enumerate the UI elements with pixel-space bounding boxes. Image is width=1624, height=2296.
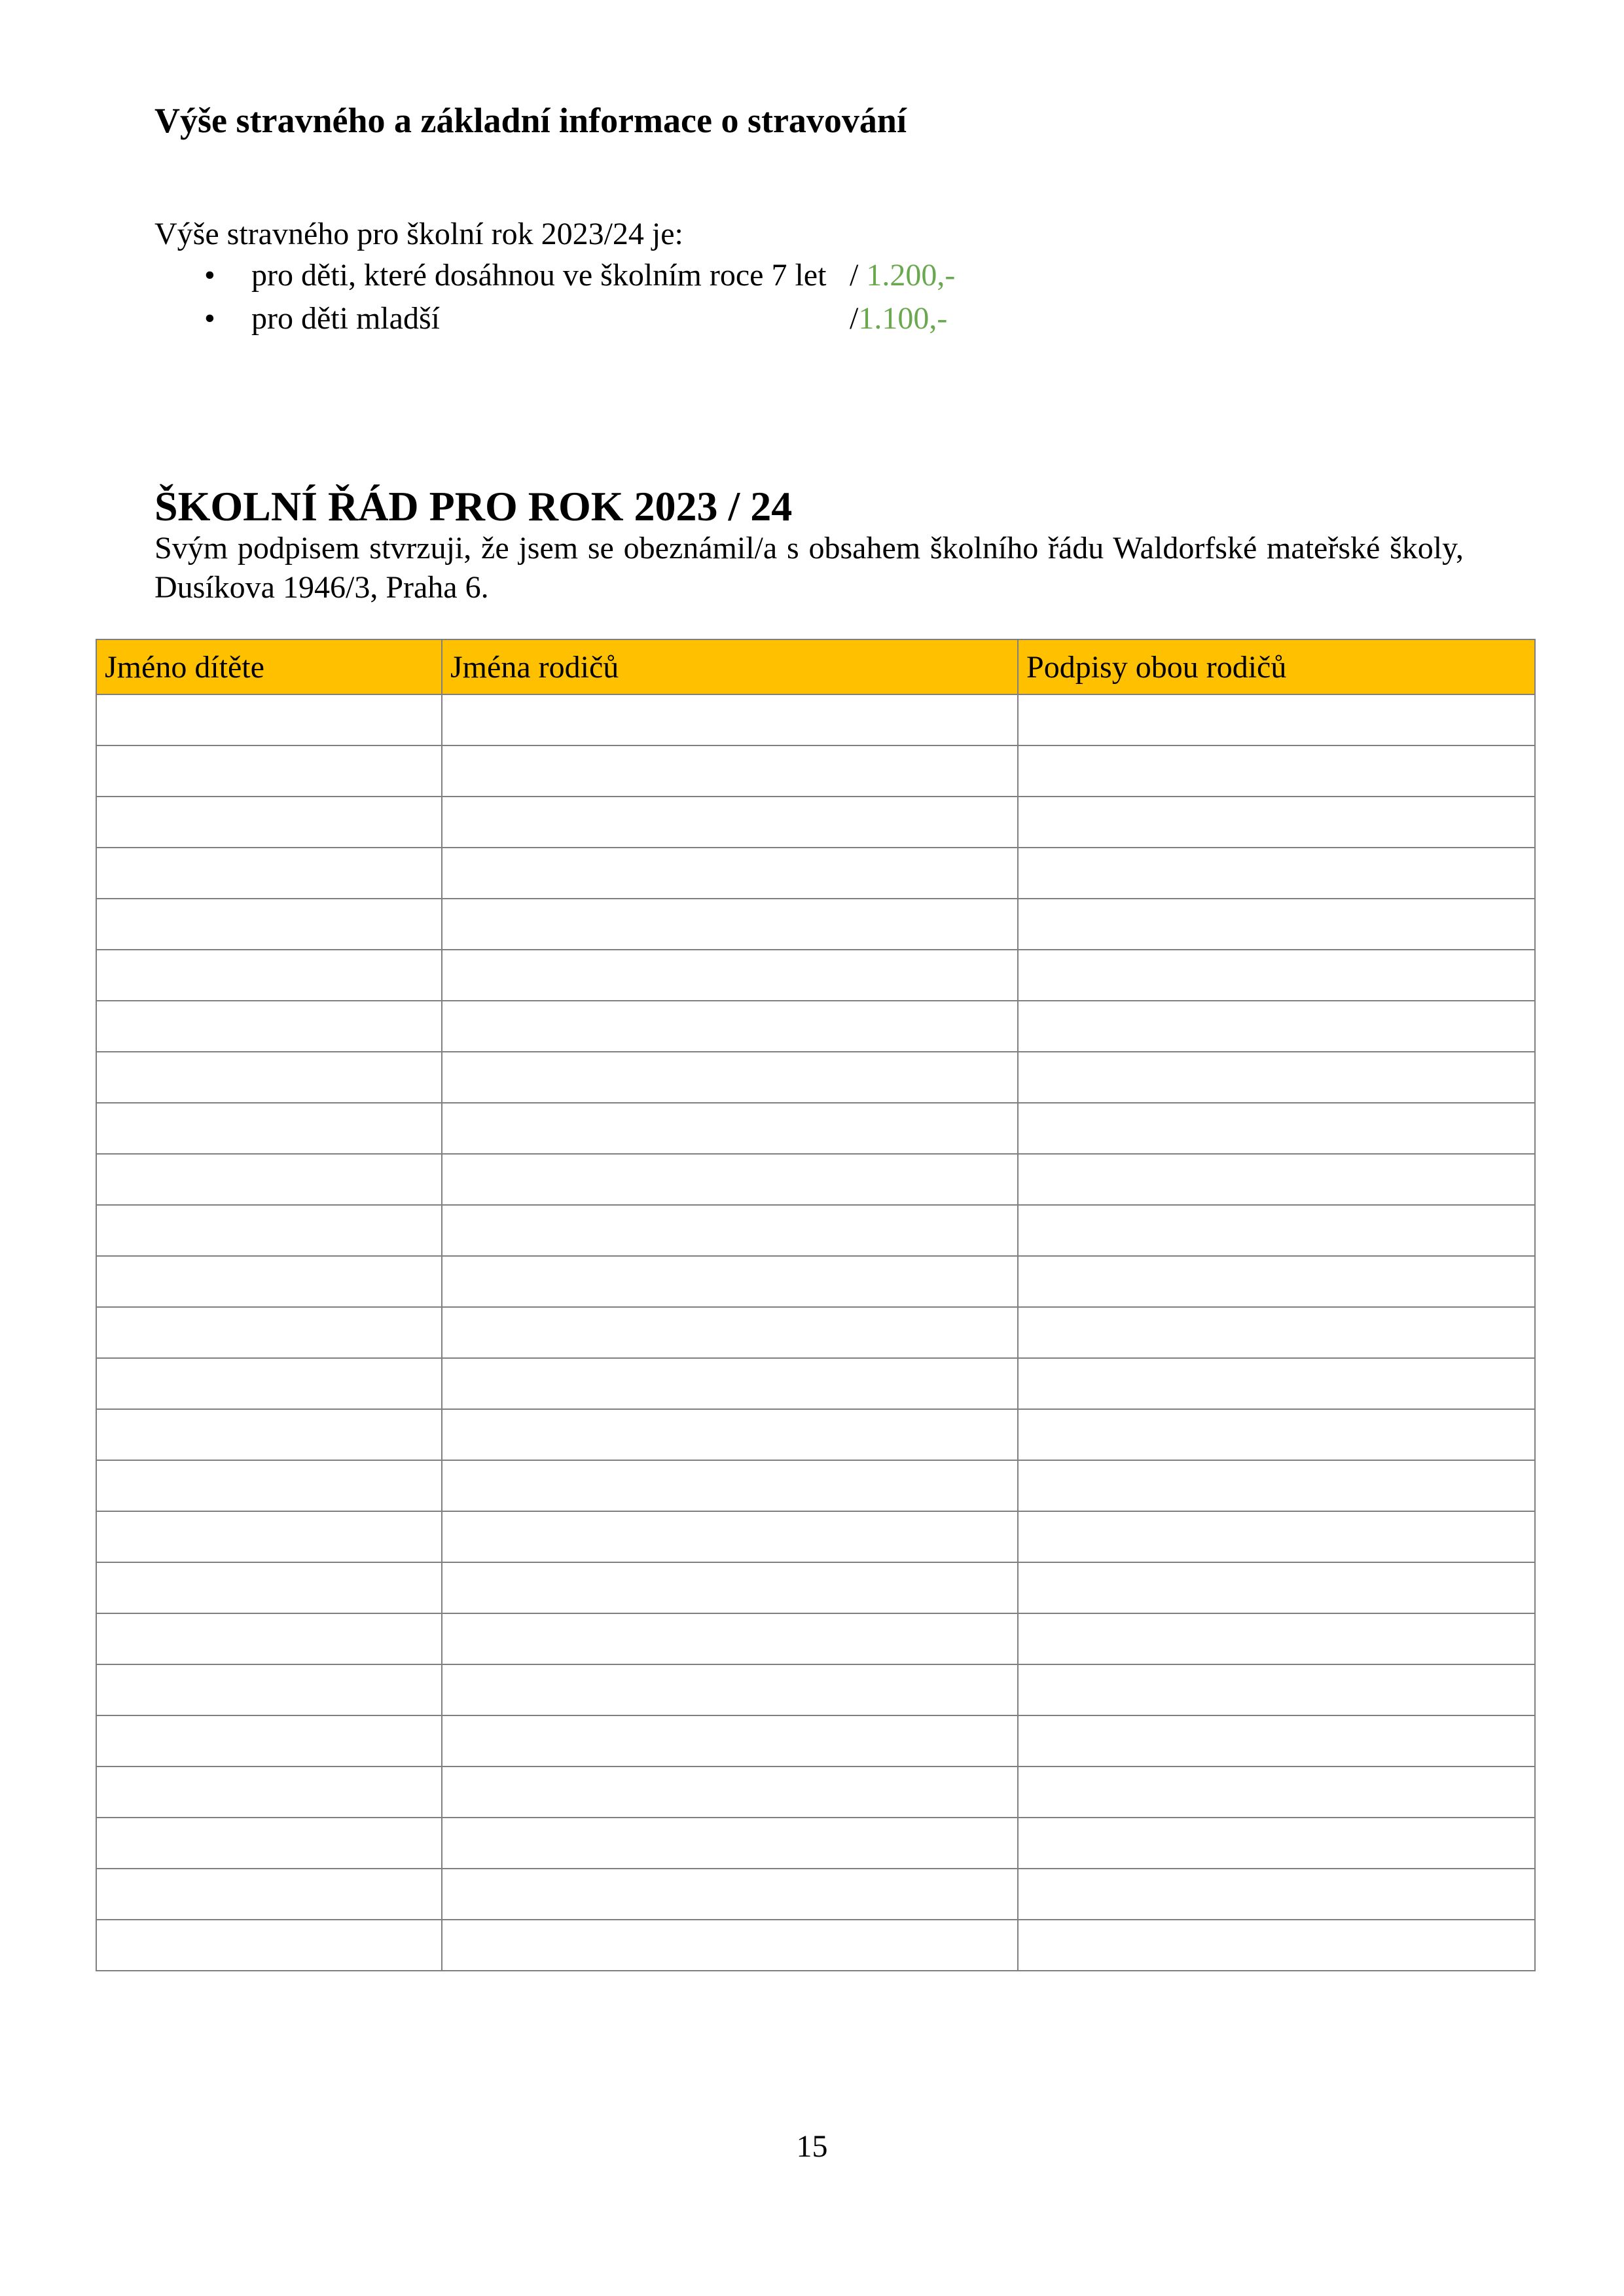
parent-names-cell[interactable] xyxy=(442,1869,1018,1920)
child-name-cell[interactable] xyxy=(96,1715,442,1767)
table-row xyxy=(96,1767,1535,1818)
child-name-cell[interactable] xyxy=(96,694,442,745)
price-value: 1.100,- xyxy=(858,301,948,336)
school-order-heading: ŠKOLNÍ ŘÁD PRO ROK 2023 / 24 xyxy=(154,483,793,529)
child-name-cell[interactable] xyxy=(96,1613,442,1664)
meal-heading: Výše stravného a základní informace o stravování xyxy=(154,101,907,140)
parent-signatures-cell[interactable] xyxy=(1018,1307,1535,1358)
bullet-icon: • xyxy=(204,301,215,336)
table-header-row xyxy=(96,639,1535,694)
parent-signatures-cell[interactable] xyxy=(1018,1358,1535,1409)
bullet-icon: • xyxy=(204,258,215,293)
table-row xyxy=(96,1869,1535,1920)
table-row xyxy=(96,1818,1535,1869)
table-row xyxy=(96,848,1535,899)
table-row xyxy=(96,1052,1535,1103)
table-row xyxy=(96,1613,1535,1664)
table-row xyxy=(96,1562,1535,1613)
parent-signatures-cell[interactable] xyxy=(1018,1562,1535,1613)
parent-signatures-cell[interactable] xyxy=(1018,1715,1535,1767)
table-row xyxy=(96,1358,1535,1409)
price-entry xyxy=(850,254,955,297)
child-name-cell[interactable] xyxy=(96,1460,442,1511)
parent-names-cell[interactable] xyxy=(442,848,1018,899)
child-name-cell[interactable] xyxy=(96,1103,442,1154)
price-item-older xyxy=(154,254,1005,297)
parent-names-cell[interactable] xyxy=(442,1154,1018,1205)
price-separator: / xyxy=(850,258,859,293)
parent-signatures-cell[interactable] xyxy=(1018,797,1535,848)
table-row xyxy=(96,1154,1535,1205)
parent-signatures-cell[interactable] xyxy=(1018,1409,1535,1460)
price-label: pro děti, které dosáhnou ve školním roce 7 let xyxy=(251,258,827,293)
table-row xyxy=(96,1307,1535,1358)
child-name-cell[interactable] xyxy=(96,1562,442,1613)
parent-signatures-cell[interactable] xyxy=(1018,1613,1535,1664)
signature-rows xyxy=(96,694,1535,1971)
parent-names-cell[interactable] xyxy=(442,745,1018,797)
table-row xyxy=(96,1001,1535,1052)
parent-signatures-cell[interactable] xyxy=(1018,848,1535,899)
header-parent-names: Jména rodičů xyxy=(442,639,1018,694)
parent-signatures-cell[interactable] xyxy=(1018,694,1535,745)
price-item-younger xyxy=(154,297,1005,340)
parent-signatures-cell[interactable] xyxy=(1018,1460,1535,1511)
child-name-cell[interactable] xyxy=(96,797,442,848)
parent-names-cell[interactable] xyxy=(442,1307,1018,1358)
parent-names-cell[interactable] xyxy=(442,1460,1018,1511)
parent-signatures-cell[interactable] xyxy=(1018,1920,1535,1971)
child-name-cell[interactable] xyxy=(96,1818,442,1869)
child-name-cell[interactable] xyxy=(96,1154,442,1205)
page-number: 15 xyxy=(796,2129,828,2164)
child-name-cell[interactable] xyxy=(96,1256,442,1307)
header-parent-signatures: Podpisy obou rodičů xyxy=(1018,639,1535,694)
parent-names-cell[interactable] xyxy=(442,1103,1018,1154)
table-row xyxy=(96,1460,1535,1511)
parent-names-cell[interactable] xyxy=(442,694,1018,745)
table-row xyxy=(96,1256,1535,1307)
child-name-cell[interactable] xyxy=(96,1511,442,1562)
child-name-cell[interactable] xyxy=(96,1001,442,1052)
school-order-text: Svým podpisem stvrzuji, že jsem se obeznámil/a s obsahem školního řádu Waldorfské mateřské školy, Dusíkova 1946/3, Praha 6. xyxy=(154,531,1464,605)
parent-names-cell[interactable] xyxy=(442,1511,1018,1562)
parent-names-cell[interactable] xyxy=(442,1664,1018,1715)
child-name-cell[interactable] xyxy=(96,1358,442,1409)
parent-signatures-cell[interactable] xyxy=(1018,1103,1535,1154)
table-row xyxy=(96,1409,1535,1460)
parent-names-cell[interactable] xyxy=(442,1920,1018,1971)
parent-signatures-cell[interactable] xyxy=(1018,1256,1535,1307)
table-row xyxy=(96,1664,1535,1715)
price-label: pro děti mladší xyxy=(251,301,440,336)
parent-signatures-cell[interactable] xyxy=(1018,1205,1535,1256)
parent-names-cell[interactable] xyxy=(442,1562,1018,1613)
table-row xyxy=(96,1715,1535,1767)
parent-signatures-cell[interactable] xyxy=(1018,950,1535,1001)
parent-names-cell[interactable] xyxy=(442,1358,1018,1409)
parent-signatures-cell[interactable] xyxy=(1018,1511,1535,1562)
header-child-name: Jméno dítěte xyxy=(96,639,442,694)
table-row xyxy=(96,899,1535,950)
table-row xyxy=(96,1511,1535,1562)
parent-names-cell[interactable] xyxy=(442,1613,1018,1664)
parent-names-cell[interactable] xyxy=(442,1818,1018,1869)
parent-signatures-cell[interactable] xyxy=(1018,1154,1535,1205)
parent-signatures-cell[interactable] xyxy=(1018,1767,1535,1818)
parent-names-cell[interactable] xyxy=(442,1001,1018,1052)
parent-names-cell[interactable] xyxy=(442,797,1018,848)
table-row xyxy=(96,797,1535,848)
parent-names-cell[interactable] xyxy=(442,899,1018,950)
parent-names-cell[interactable] xyxy=(442,1256,1018,1307)
parent-signatures-cell[interactable] xyxy=(1018,899,1535,950)
table-row xyxy=(96,745,1535,797)
meal-intro: Výše stravného pro školní rok 2023/24 je: xyxy=(154,217,683,251)
child-name-cell[interactable] xyxy=(96,1052,442,1103)
child-name-cell[interactable] xyxy=(96,1205,442,1256)
child-name-cell[interactable] xyxy=(96,1767,442,1818)
parent-signatures-cell[interactable] xyxy=(1018,1001,1535,1052)
parent-signatures-cell[interactable] xyxy=(1018,745,1535,797)
child-name-cell[interactable] xyxy=(96,1307,442,1358)
child-name-cell[interactable] xyxy=(96,848,442,899)
child-name-cell[interactable] xyxy=(96,1664,442,1715)
signature-table xyxy=(96,639,1536,1971)
child-name-cell[interactable] xyxy=(96,899,442,950)
price-list xyxy=(154,254,1005,340)
child-name-cell[interactable] xyxy=(96,950,442,1001)
parent-names-cell[interactable] xyxy=(442,1715,1018,1767)
parent-signatures-cell[interactable] xyxy=(1018,1664,1535,1715)
table-row xyxy=(96,1205,1535,1256)
table-row xyxy=(96,694,1535,745)
parent-names-cell[interactable] xyxy=(442,950,1018,1001)
price-value: 1.200,- xyxy=(866,258,956,293)
parent-names-cell[interactable] xyxy=(442,1052,1018,1103)
child-name-cell[interactable] xyxy=(96,745,442,797)
price-separator: / xyxy=(850,301,859,336)
table-row xyxy=(96,950,1535,1001)
table-row xyxy=(96,1920,1535,1971)
child-name-cell[interactable] xyxy=(96,1920,442,1971)
parent-signatures-cell[interactable] xyxy=(1018,1869,1535,1920)
child-name-cell[interactable] xyxy=(96,1869,442,1920)
parent-names-cell[interactable] xyxy=(442,1409,1018,1460)
parent-signatures-cell[interactable] xyxy=(1018,1818,1535,1869)
parent-signatures-cell[interactable] xyxy=(1018,1052,1535,1103)
table-row xyxy=(96,1103,1535,1154)
parent-names-cell[interactable] xyxy=(442,1205,1018,1256)
child-name-cell[interactable] xyxy=(96,1409,442,1460)
price-entry xyxy=(850,297,947,340)
parent-names-cell[interactable] xyxy=(442,1767,1018,1818)
